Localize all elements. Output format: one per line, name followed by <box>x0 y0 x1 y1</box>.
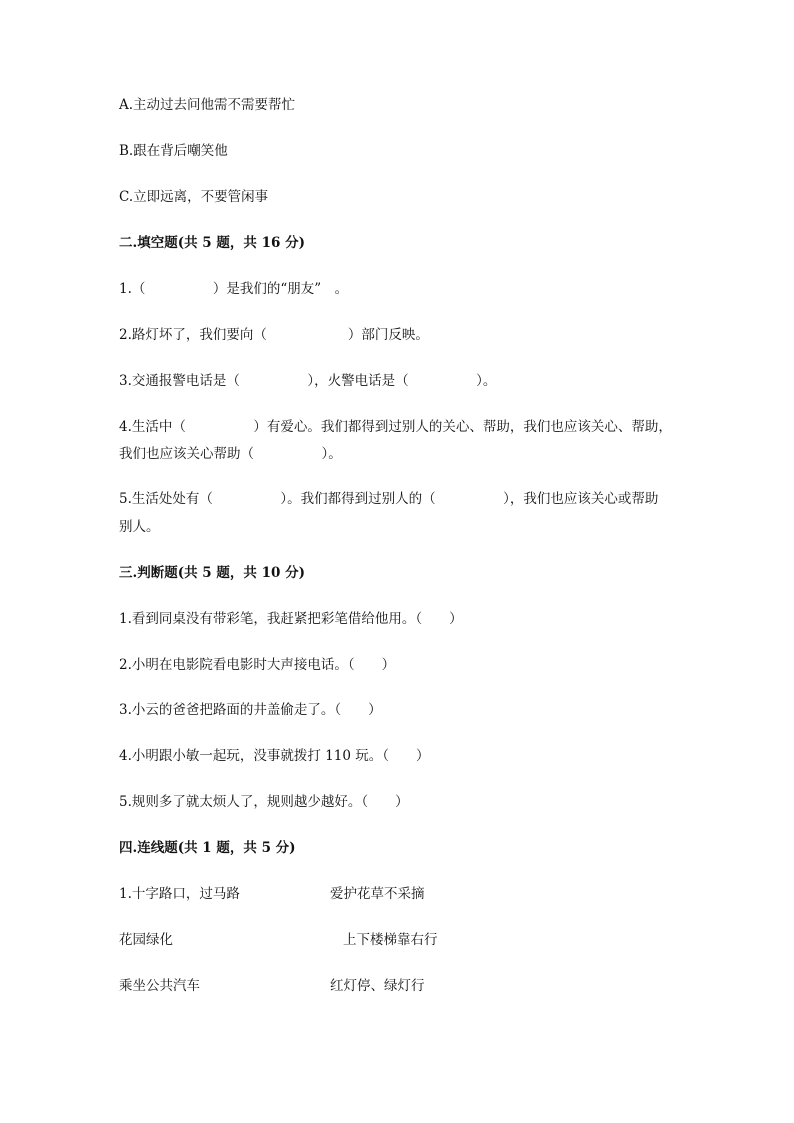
judge-question-4: 4.小明跟小敏一起玩，没事就拨打 110 玩。（ ） <box>119 748 430 764</box>
fill-question-1: 1.（ ）是我们的“朋友” 。 <box>119 281 349 297</box>
fill-question-3: 3.交通报警电话是（ ），火警电话是（ ）。 <box>119 373 497 389</box>
option-b: B.跟在背后嘲笑他 <box>119 143 228 159</box>
judge-section-heading: 三.判断题(共 5 题，共 10 分) <box>119 565 305 581</box>
fill-question-5-line-2: 别人。 <box>119 519 160 535</box>
fill-section-heading: 二.填空题(共 5 题，共 16 分) <box>119 235 305 251</box>
fill-question-2: 2.路灯坏了，我们要向（ ）部门反映。 <box>119 327 429 343</box>
match-right-item: 上下楼梯靠右行 <box>343 932 438 948</box>
fill-question-4-line-2: 我们也应该关心帮助（ ）。 <box>119 446 342 462</box>
match-left-item: 花园绿化 <box>119 932 173 948</box>
match-right-item: 红灯停、绿灯行 <box>330 978 425 994</box>
match-left-item: 1.十字路口，过马路 <box>119 886 240 902</box>
option-a: A.主动过去问他需不需要帮忙 <box>119 97 296 113</box>
judge-question-1: 1.看到同桌没有带彩笔，我赶紧把彩笔借给他用。（ ） <box>119 611 463 627</box>
judge-question-3: 3.小云的爸爸把路面的井盖偷走了。（ ） <box>119 702 382 718</box>
option-c: C.立即远离，不要管闲事 <box>119 189 269 205</box>
fill-question-5-line-1: 5.生活处处有（ ）。我们都得到过别人的（ ），我们也应该关心或帮助 <box>119 491 659 507</box>
match-right-item: 爱护花草不采摘 <box>330 886 425 902</box>
judge-question-2: 2.小明在电影院看电影时大声接电话。（ ） <box>119 657 396 673</box>
match-left-item: 乘坐公共汽车 <box>119 978 200 994</box>
match-section-heading: 四.连线题(共 1 题，共 5 分) <box>119 840 296 856</box>
judge-question-5: 5.规则多了就太烦人了，规则越少越好。（ ） <box>119 794 409 810</box>
fill-question-4-line-1: 4.生活中（ ）有爱心。我们都得到过别人的关心、帮助，我们也应该关心、帮助， <box>119 419 672 435</box>
